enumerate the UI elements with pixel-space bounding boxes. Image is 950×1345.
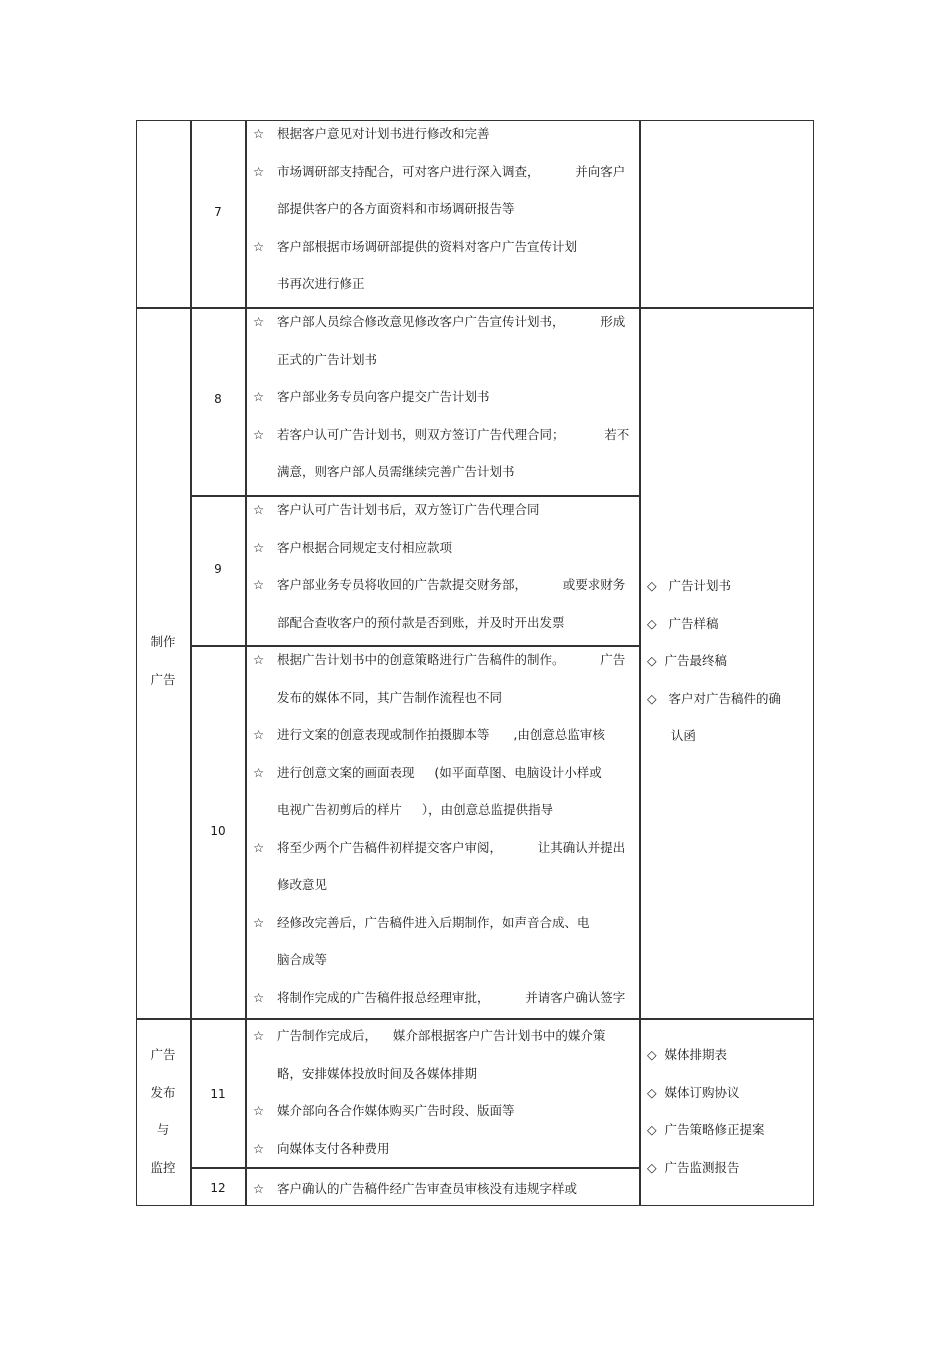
step-list-row-9 [253,491,633,641]
step-line-continued: 满意，则客户部人员需继续完善广告计划书 [277,464,515,479]
output-item: 认函 [647,728,696,743]
stage-line: 制作 [150,634,176,649]
stage-label-publish-monitor [137,1036,189,1186]
stage-line: 发布 [150,1084,176,1100]
step-line: ☆ 市场调研部支持配合，可对客户进行深入调查， 并向客户 [253,153,633,191]
row-number: 8 [214,392,222,406]
output-docs-publish [647,1036,812,1186]
step-line: ☆ 广告制作完成后， 媒介部根据客户广告计划书中的媒介策 [253,1017,633,1055]
step-line: ☆ 根据广告计划书中的创意策略进行广告稿件的制作。 广告 [253,641,633,679]
step-line: ☆ 客户部根据市场调研部提供的资料对客户广告宣传计划 [253,228,633,266]
star-icon: ☆ [253,727,265,742]
step-line: ☆ 根据客户意见对计划书进行修改和完善 [253,115,633,153]
step-line-continued: 书再次进行修正 [277,276,365,291]
star-icon: ☆ [253,314,265,329]
col-divider-2 [245,121,247,1206]
step-line: ☆ 客户认可广告计划书后，双方签订广告代理合同 [253,491,633,529]
row-number: 9 [214,562,222,576]
stage-label-production [137,623,189,698]
row-divider-11-12 [190,1167,640,1169]
stage-line: 广告 [150,671,176,687]
step-line: ☆ 进行创意文案的画面表现 (如平面草图、电脑设计小样或 [253,754,633,792]
step-line-continued: 部提供客户的各方面资料和市场调研报告等 [277,201,515,216]
star-icon: ☆ [253,839,265,855]
output-item: ◇ 广告最终稿 [647,653,728,668]
output-docs-production [647,567,812,755]
step-line: ☆ 客户根据合同规定支付相应款项 [253,529,633,567]
row-number: 7 [214,205,222,219]
output-item: ◇ 客户对广告稿件的确 [647,690,782,706]
output-item: ◇ 媒体排期表 [647,1047,728,1062]
row-number: 12 [210,1181,226,1195]
step-line: ☆ 向媒体支付各种费用 [253,1130,633,1168]
star-icon: ☆ [253,764,265,780]
star-icon: ☆ [253,652,265,667]
col-divider-1 [190,121,192,1206]
step-line: ☆ 客户部业务专员向客户提交广告计划书 [253,378,633,416]
star-icon: ☆ [253,238,265,254]
step-list-row-8 [253,303,633,491]
step-line-continued: 略，安排媒体投放时间及各媒体排期 [277,1065,478,1081]
step-line-continued: 脑合成等 [277,952,328,967]
step-line: ☆ 将至少两个广告稿件初样提交客户审阅， 让其确认并提出 [253,829,633,867]
star-icon: ☆ [253,502,265,517]
step-line: ☆ 客户确认的广告稿件经广告审查员审核没有违规字样或 [253,1170,633,1208]
step-line: ☆ 客户部业务专员将收回的广告款提交财务部， 或要求财务 [253,566,633,604]
step-line-continued: 修改意见 [277,877,328,892]
step-line: ☆ 媒介部向各合作媒体购买广告时段、版面等 [253,1092,633,1130]
star-icon: ☆ [253,1103,265,1118]
step-line-continued: 发布的媒体不同，其广告制作流程也不同 [277,689,503,705]
step-list-row-7 [253,115,633,303]
row-number: 11 [210,1087,226,1101]
step-line: ☆ 若客户认可广告计划书，则双方签订广告代理合同； 若不 [253,416,633,454]
step-line-continued: 电视广告初剪后的样片 ），由创意总监提供指导 [277,802,554,817]
stage-line: 广告 [150,1047,176,1062]
star-icon: ☆ [253,577,265,592]
star-icon: ☆ [253,389,265,404]
stage-line: 监控 [150,1159,176,1175]
step-list-row-12 [253,1170,633,1208]
output-item: ◇ 广告策略修正提案 [647,1122,765,1137]
step-line: ☆ 将制作完成的广告稿件报总经理审批， 并请客户确认签字 [253,979,633,1017]
star-icon: ☆ [253,989,265,1005]
star-icon: ☆ [253,126,265,141]
star-icon: ☆ [253,163,265,179]
stage-line: 与 [156,1122,170,1137]
col-divider-3 [639,121,641,1206]
step-line-continued: 部配合查收客户的预付款是否到账，并及时开出发票 [277,614,565,630]
step-list-row-10 [253,641,633,1016]
star-icon: ☆ [253,539,265,555]
process-table [136,120,814,1206]
output-item: ◇ 媒体订购协议 [647,1084,740,1100]
row-number: 10 [210,824,226,838]
step-list-row-11 [253,1017,633,1167]
star-icon: ☆ [253,1140,265,1156]
step-line: ☆ 经修改完善后，广告稿件进入后期制作，如声音合成、电 [253,904,633,942]
step-line: ☆ 客户部人员综合修改意见修改客户广告宣传计划书， 形成 [253,303,633,341]
output-item: ◇ 广告监测报告 [647,1159,740,1175]
step-line-continued: 正式的广告计划书 [277,351,378,367]
output-item: ◇ 广告样稿 [647,615,719,631]
star-icon: ☆ [253,1181,265,1196]
star-icon: ☆ [253,914,265,930]
star-icon: ☆ [253,1028,265,1043]
star-icon: ☆ [253,426,265,442]
output-item: ◇ 广告计划书 [647,578,732,593]
step-line: ☆ 进行文案的创意表现或制作拍摄脚本等 ,由创意总监审核 [253,716,633,754]
